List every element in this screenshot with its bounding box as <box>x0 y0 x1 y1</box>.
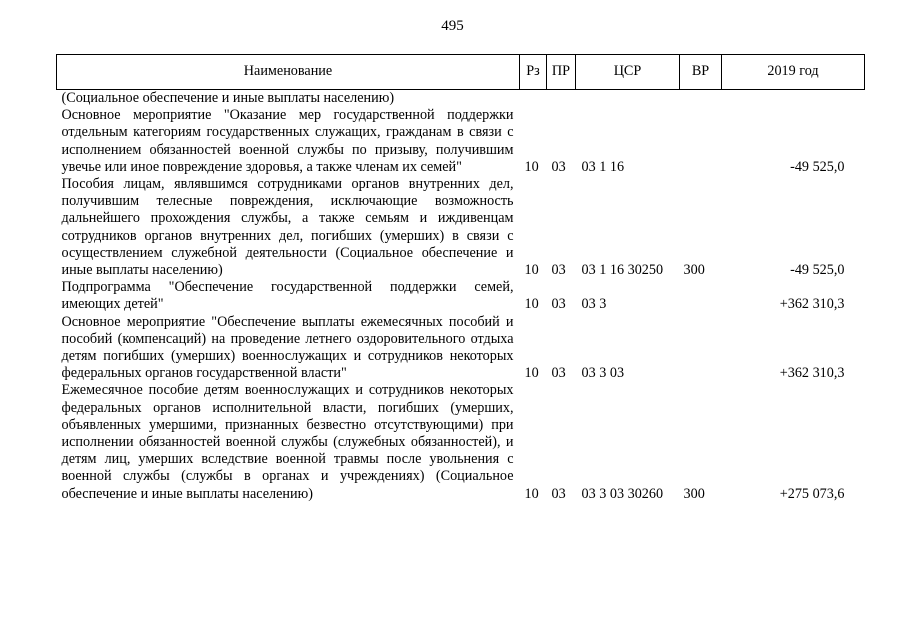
row-pr: 03 <box>551 296 566 313</box>
row-csr <box>576 90 680 108</box>
page-number: 495 <box>441 18 464 34</box>
row-csr: 03 3 03 30260 <box>581 485 664 502</box>
row-rz: 10 <box>524 262 539 279</box>
row-amount <box>722 90 865 108</box>
table-row <box>57 107 865 176</box>
row-csr: 03 1 16 30250 <box>581 262 664 279</box>
row-rz: 10 <box>524 296 539 313</box>
header-vr: ВР <box>680 55 722 90</box>
row-name: Основное мероприятие "Оказание мер государственной поддержки отдельным категориям государственных служащих, гражданам в связи с исполнением обязанностей военной службы по призыву, получившим увечье или иное повреждение здоровья, а также членам их семей" <box>61 107 514 175</box>
row-vr <box>680 279 722 313</box>
row-vr <box>680 314 722 383</box>
row-vr: 300 <box>683 262 705 279</box>
row-amount: +362 310,3 <box>779 296 845 313</box>
row-amount: -49 525,0 <box>790 262 845 279</box>
table-row <box>57 90 865 108</box>
row-rz: 10 <box>524 485 539 502</box>
row-pr: 03 <box>551 365 566 382</box>
row-name: Ежемесячное пособие детям военнослужащих и сотрудников некоторых федеральных органов исполнительной власти, погибших (умерших, объявленных умершими, признанных безвестно отсутствующими) при исполнении обязанностей военной службы (служебных обязанностей), и детям лиц, умерших вследствие военной травмы после увольнения с военной службы (службы в органах и учреждениях) (Социальное обеспечение и иные выплаты населению) <box>61 382 514 502</box>
row-vr: 300 <box>683 485 705 502</box>
row-amount: +362 310,3 <box>779 365 845 382</box>
header-name: Наименование <box>57 55 520 90</box>
table-row <box>57 176 865 279</box>
row-name: Пособия лицам, являвшимся сотрудниками органов внутренних дел, получившим телесные повреждения, исключающие возможность дальнейшего прохождения службы, а также семьям и иждивенцам сотрудников органов внутренних дел, погибших (умерших) в связи с осуществлением служебной деятельности (Социальное обеспечение и иные выплаты населению) <box>61 176 514 279</box>
table-row <box>57 382 865 502</box>
row-vr <box>680 107 722 176</box>
row-name: (Социальное обеспечение и иные выплаты населению) <box>61 90 395 106</box>
row-pr <box>547 90 576 108</box>
header-rz: Рз <box>520 55 547 90</box>
table-row <box>57 314 865 383</box>
row-rz <box>520 90 547 108</box>
row-name: Основное мероприятие "Обеспечение выплаты ежемесячных пособий и пособий (компенсаций) на проведение летнего оздоровительного отдыха детям погибших (умерших) военнослужащих и сотрудников некоторых федеральных органов государственной власти" <box>61 313 514 382</box>
row-vr <box>680 90 722 108</box>
header-csr: ЦСР <box>576 55 680 90</box>
row-amount: +275 073,6 <box>779 485 845 502</box>
row-amount: -49 525,0 <box>790 158 845 175</box>
row-csr: 03 3 03 <box>581 365 625 382</box>
budget-table <box>56 54 865 503</box>
row-rz: 10 <box>524 158 539 175</box>
header-year: 2019 год <box>722 55 865 90</box>
row-pr: 03 <box>551 485 566 502</box>
row-pr: 03 <box>551 262 566 279</box>
row-rz: 10 <box>524 365 539 382</box>
table-row <box>57 279 865 313</box>
header-pr: ПР <box>547 55 576 90</box>
table-header-row <box>57 55 865 90</box>
row-name: Подпрограмма "Обеспечение государственной поддержки семей, имеющих детей" <box>61 279 514 313</box>
row-csr: 03 3 <box>581 296 607 313</box>
row-csr: 03 1 16 <box>581 158 625 175</box>
row-pr: 03 <box>551 158 566 175</box>
